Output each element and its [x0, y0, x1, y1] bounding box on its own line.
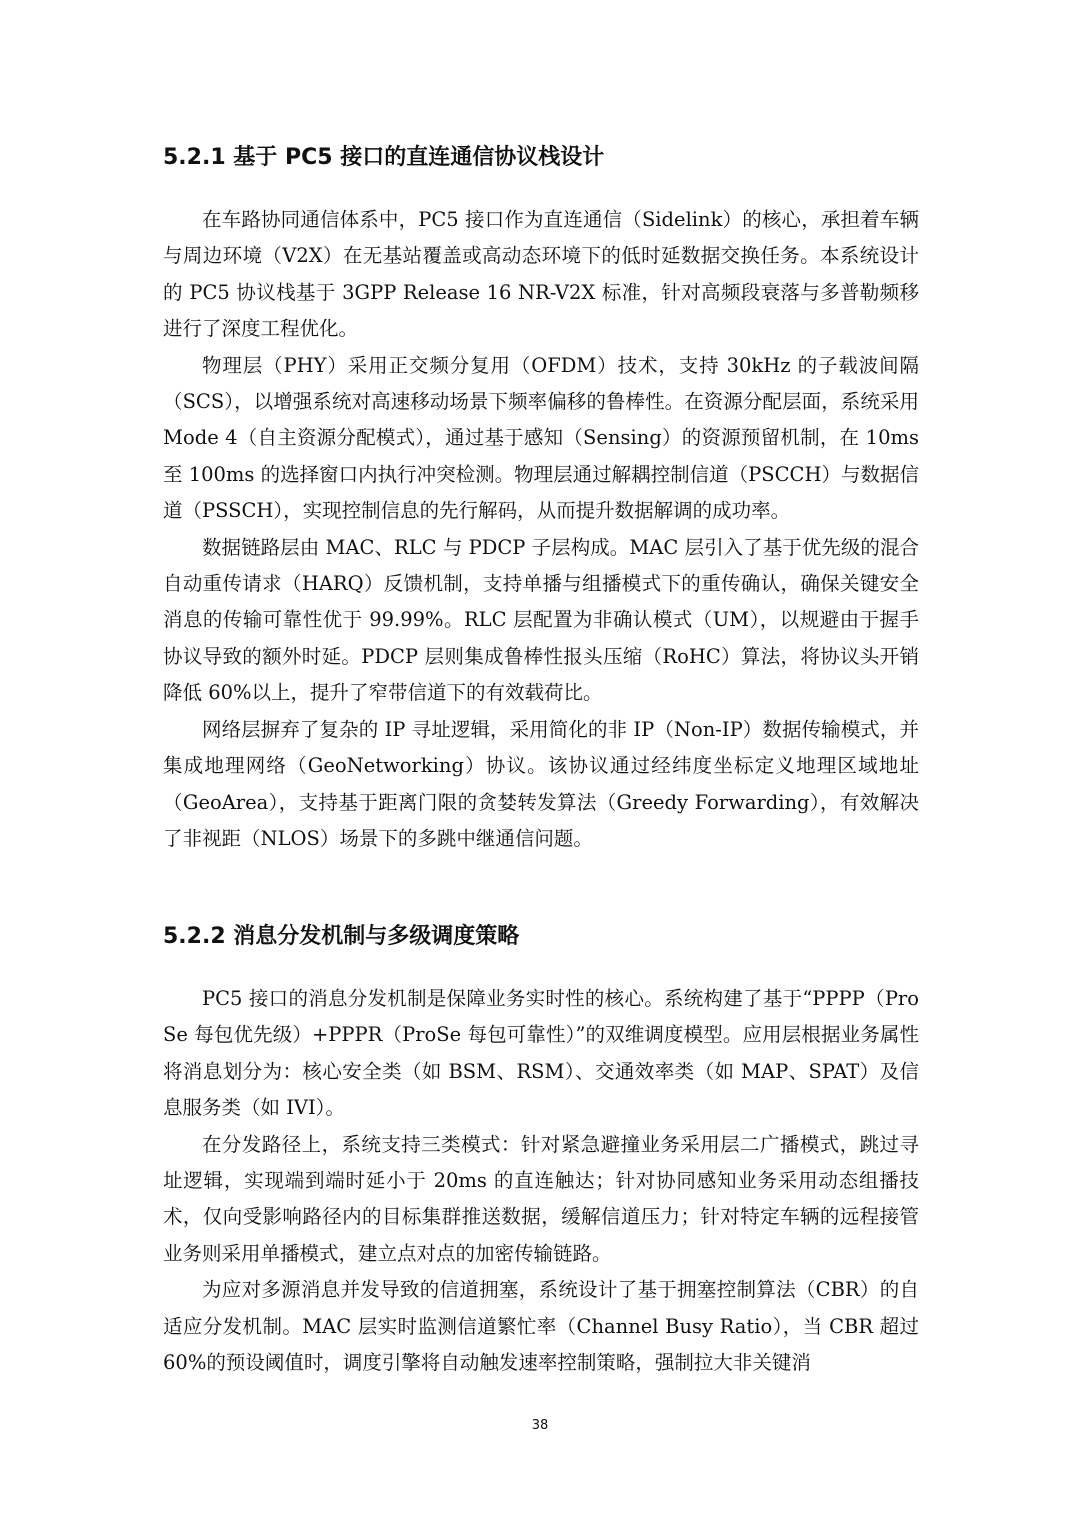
paragraph: 数据链路层由 MAC、RLC 与 PDCP 子层构成。MAC 层引入了基于优先级的混合自动重传请求（HARQ）反馈机制，支持单播与组播模式下的重传确认，确保关键安全消息的传输可靠性优于 99.99%。RLC 层配置为非确认模式（UM），以规避由于握手协议导致的额外时延。PDCP 层则集成鲁棒性报头压缩（RoHC）算法，将协议头开销降低 60%以上，提升了窄带信道下的有效载荷比。 — [163, 535, 919, 705]
page-number: 38 — [531, 1418, 549, 1433]
paragraph: 网络层摒弃了复杂的 IP 寻址逻辑，采用简化的非 IP（Non-IP）数据传输模式，并集成地理网络（GeoNetworking）协议。该协议通过经纬度坐标定义地理区域地址（GeoArea），支持基于距离门限的贪婪转发算法（Greedy Forwarding），有效解决了非视距（NLOS）场景下的多跳中继通信问题。 — [163, 717, 919, 850]
paragraph: 为应对多源消息并发导致的信道拥塞，系统设计了基于拥塞控制算法（CBR）的自适应分发机制。MAC 层实时监测信道繁忙率（Channel Busy Ratio），当 CBR 超过 60%的预设阈值时，调度引擎将自动触发速率控制策略，强制拉大非关键消 — [163, 1278, 919, 1375]
paragraph: 物理层（PHY）采用正交频分复用（OFDM）技术，支持 30kHz 的子载波间隔（SCS），以增强系统对高速移动场景下频率偏移的鲁棒性。在资源分配层面，系统采用 Mode 4（自主资源分配模式），通过基于感知（Sensing）的资源预留机制，在 10ms 至 100ms 的选择窗口内执行冲突检测。物理层通过解耦控制信道（PSCCH）与数据信道（PSSCH），实现控制信息的先行解码，从而提升数据解调的成功率。 — [163, 353, 919, 523]
section-heading-5-2-1: 5.2.1 基于 PC5 接口的直连通信协议栈设计 — [163, 145, 605, 170]
section-body-5-2-1 — [163, 202, 919, 857]
paragraph: PC5 接口的消息分发机制是保障业务实时性的核心。系统构建了基于“PPPP（ProSe 每包优先级）+PPPR（ProSe 每包可靠性）”的双维调度模型。应用层根据业务属性将消息划分为：核心安全类（如 BSM、RSM）、交通效率类（如 MAP、SPAT）及信息服务类（如 IVI）。 — [163, 987, 919, 1120]
section-heading-5-2-2: 5.2.2 消息分发机制与多级调度策略 — [163, 924, 520, 949]
paragraph: 在车路协同通信体系中，PC5 接口作为直连通信（Sidelink）的核心，承担着车辆与周边环境（V2X）在无基站覆盖或高动态环境下的低时延数据交换任务。本系统设计的 PC5 协议栈基于 3GPP Release 16 NR-V2X 标准，针对高频段衰落与多普勒频移进行了深度工程优化。 — [163, 208, 919, 341]
paragraph: 在分发路径上，系统支持三类模式：针对紧急避撞业务采用层二广播模式，跳过寻址逻辑，实现端到端时延小于 20ms 的直连触达；针对协同感知业务采用动态组播技术，仅向受影响路径内的目标集群推送数据，缓解信道压力；针对特定车辆的远程接管业务则采用单播模式，建立点对点的加密传输链路。 — [163, 1132, 919, 1265]
section-body-5-2-2 — [163, 981, 919, 1381]
